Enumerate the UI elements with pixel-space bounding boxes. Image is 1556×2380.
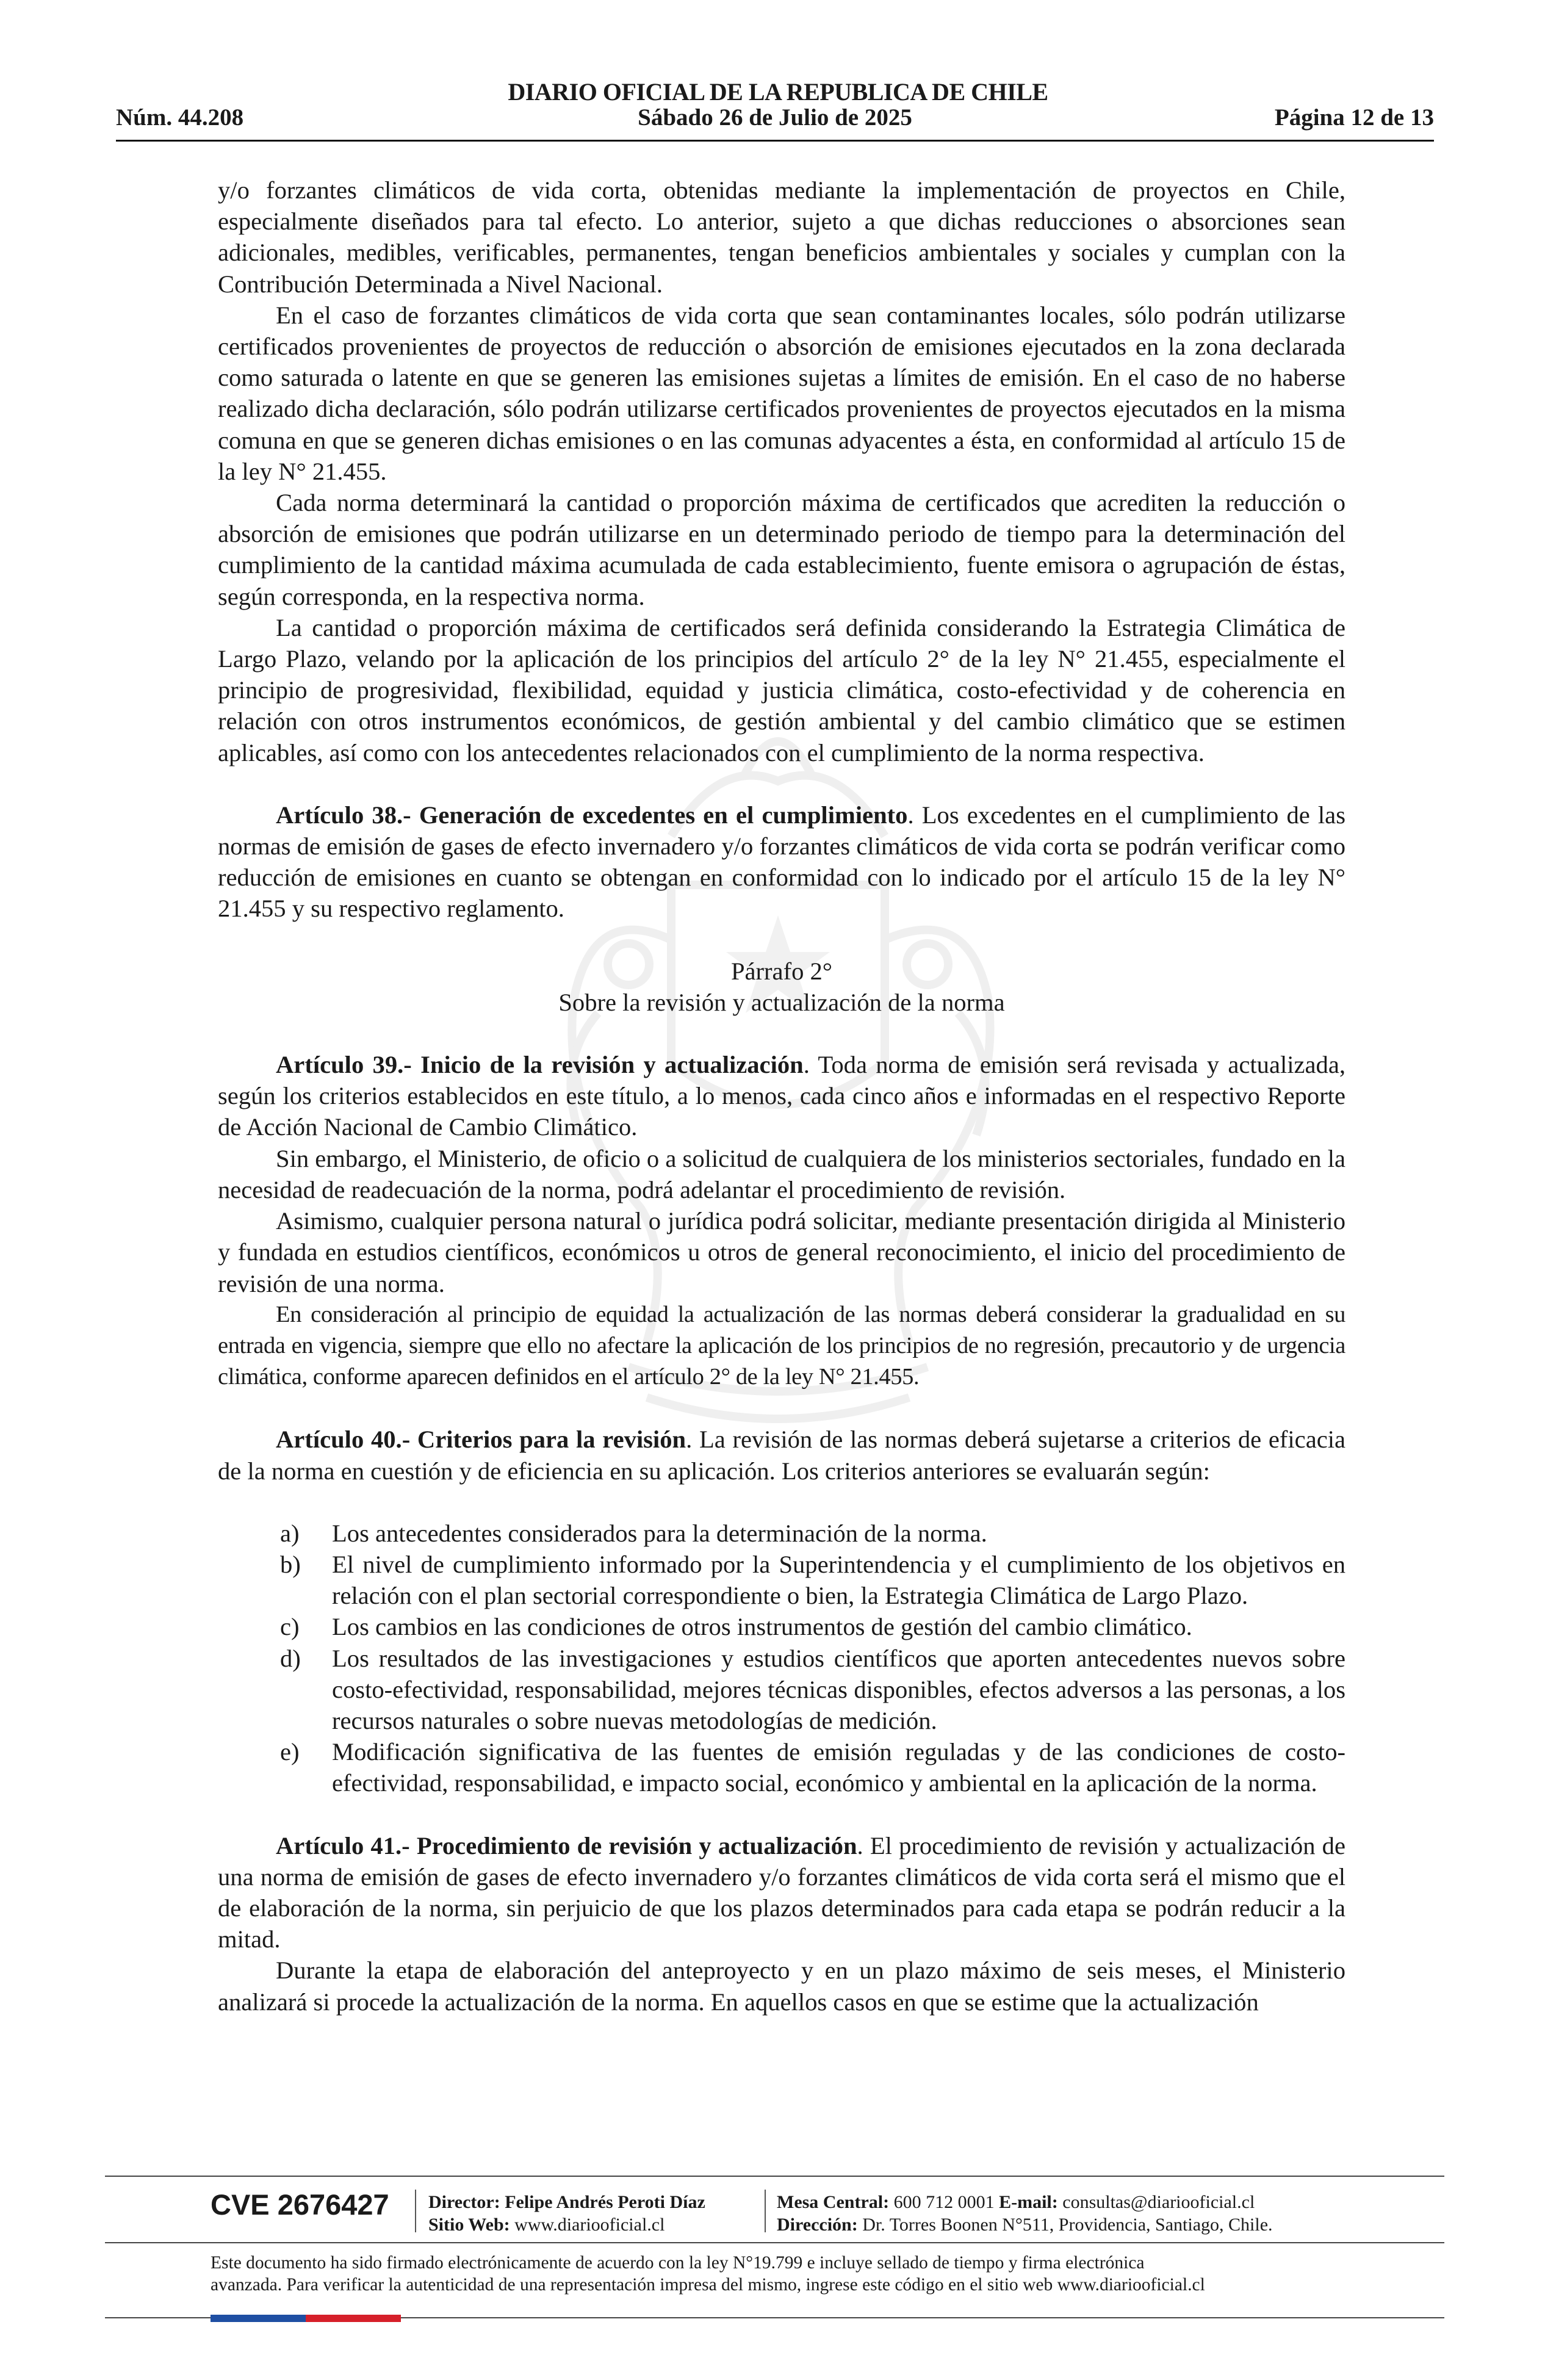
mesa-phone: 600 712 0001	[893, 2192, 995, 2212]
list-item-text: Los antecedentes considerados para la determinación de la norma.	[332, 1519, 987, 1547]
cve-code: CVE 2676427	[211, 2188, 389, 2221]
page-number: Página 12 de 13	[1274, 104, 1434, 131]
article-38	[218, 799, 1345, 925]
article-41-text: . El procedimiento de revisión y actualización de una norma de emisión de gases de efecto invernadero y/o forzantes climáticos de vida corta será el mismo que el de elaboración de la norma, sin perjuicio de que los plazos determinados para cada etapa se podrán reducir a la mitad.	[218, 1831, 1345, 1953]
article-38-text: . Los excedentes en el cumplimiento de las normas de emisión de gases de efecto invernadero y/o forzantes climáticos de vida corta se podrán verificar como reducción de emisiones en cuanto se obtengan en conformidad con lo indicado por el artículo 15 de la ley N° 21.455 y su respectivo reglamento.	[218, 801, 1345, 923]
article-41	[218, 1830, 1345, 1955]
header-divider	[116, 140, 1434, 142]
list-item-text: Modificación significativa de las fuentes de emisión reguladas y de las condiciones de costo-efectividad, responsabilidad, e impacto social, económico y ambiental en la aplicación de la norma.	[332, 1738, 1345, 1797]
paragraph: Asimismo, cualquier persona natural o jurídica podrá solicitar, mediante presentación dirigida al Ministerio y fundada en estudios científicos, económicos u otros de general reconocimiento, el inicio del procedimiento de revisión de una norma.	[218, 1207, 1345, 1297]
email-link[interactable]: consultas@diariooficial.cl	[1062, 2192, 1255, 2212]
issue-number: Núm. 44.208	[116, 104, 244, 131]
flag-bar-blue	[211, 2315, 306, 2322]
newspaper-title: DIARIO OFICIAL DE LA REPUBLICA DE CHILE	[508, 78, 1048, 106]
footer-divider	[105, 2176, 1444, 2177]
list-item-label: a)	[280, 1519, 300, 1547]
article-39-title: Artículo 39.- Inicio de la revisión y actualización	[276, 1051, 804, 1079]
flag-bar-red	[306, 2315, 401, 2322]
header-row	[116, 104, 1434, 134]
paragraph: En el caso de forzantes climáticos de vida corta que sean contaminantes locales, sólo podrán utilizarse certificados provenientes de proyectos de reducción o absorción de emisiones ejecutados en la zona declarada como saturada o latente en que se generen las emisiones sujetas a límites de emisión. En el caso de no haberse realizado dicha declaración, sólo podrán utilizarse certificados provenientes de proyectos ejecutados en la misma comuna en que se generen dichas emisiones o en las comunas adyacentes a ésta, en conformidad al artículo 15 de la ley N° 21.455.	[218, 301, 1345, 485]
article-38-title: Artículo 38.- Generación de excedentes en el cumplimiento	[276, 801, 908, 829]
director-label: Director:	[428, 2192, 500, 2212]
signature-notice	[211, 2252, 1358, 2296]
list-item	[218, 1736, 1345, 1798]
footer-director-block	[428, 2191, 705, 2236]
paragraph: y/o forzantes climáticos de vida corta, obtenidas mediante la implementación de proyectos en Chile, especialmente diseñados para tal efecto. Lo anterior, sujeto a que dichas reducciones o absorciones sean adicionales, medibles, verificables, permanentes, tengan beneficios ambientales y sociales y cumplan con la Contribución Determinada a Nivel Nacional.	[218, 176, 1345, 298]
list-item	[218, 1611, 1345, 1642]
paragraph: Cada norma determinará la cantidad o proporción máxima de certificados que acrediten la reducción o absorción de emisiones que podrán utilizarse en un determinado periodo de tiempo para la determinación del cumplimiento de la cantidad máxima acumulada de cada establecimiento, fuente emisora o agrupación de éstas, según corresponda, en la respectiva norma.	[218, 489, 1345, 610]
article-39-text: . Toda norma de emisión será revisada y actualizada, según los criterios establecidos en este título, a lo menos, cada cinco años e informadas en el respectivo Reporte de Acción Nacional de Cambio Climático.	[218, 1051, 1345, 1141]
article-39	[218, 1049, 1345, 1143]
list-item	[218, 1518, 1345, 1549]
issue-date: Sábado 26 de Julio de 2025	[638, 104, 912, 131]
list-item-label: b)	[280, 1550, 301, 1578]
email-label: E-mail:	[999, 2192, 1058, 2212]
list-item-label: d)	[280, 1644, 301, 1672]
web-label: Sitio Web:	[428, 2215, 510, 2235]
list-item-text: Los resultados de las investigaciones y estudios científicos que aporten antecedentes nuevos sobre costo-efectividad, responsabilidad, mejores técnicas disponibles, efectos adversos a las personas, a los recursos naturales o sobre nuevas metodologías de medición.	[332, 1644, 1345, 1734]
director-name: Felipe Andrés Peroti Díaz	[505, 2192, 705, 2212]
list-item-text: El nivel de cumplimiento informado por la Superintendencia y el cumplimiento de los objetivos en relación con el plan sectorial correspondiente o bien, la Estrategia Climática de Largo Plazo.	[332, 1550, 1345, 1610]
paragraph: En consideración al principio de equidad la actualización de las normas deberá considerar la gradualidad en su entrada en vigencia, siempre que ello no afectare la aplicación de los principios de no regresión, precautorio y de urgencia climática, conforme aparecen definidos en el artículo 2° de la ley N° 21.455.	[218, 1301, 1345, 1390]
section-title: Sobre la revisión y actualización de la norma	[558, 988, 1005, 1016]
list-item-label: c)	[280, 1613, 300, 1641]
criteria-list	[218, 1518, 1345, 1799]
paragraph: La cantidad o proporción máxima de certificados será definida considerando la Estrategia Climática de Largo Plazo, velando por la aplicación de los principios del artículo 2° de la ley N° 21.455, especialmente el principio de progresividad, flexibilidad, equidad y justicia climática, costo-efectividad y de coherencia en relación con otros instrumentos económicos, de gestión ambiental y del cambio climático que se estimen aplicables, así como con los antecedentes relacionados con el cumplimiento de la norma respectiva.	[218, 613, 1345, 766]
list-item	[218, 1643, 1345, 1737]
list-item	[218, 1549, 1345, 1611]
footer-contact-block	[777, 2191, 1273, 2236]
article-40-title: Artículo 40.- Criterios para la revisión	[276, 1426, 686, 1454]
footer-separator	[415, 2190, 416, 2232]
list-item-label: e)	[280, 1738, 300, 1766]
article-40-text: . La revisión de las normas deberá sujetarse a criterios de eficacia de la norma en cuestión y de eficiencia en su aplicación. Los criterios anteriores se evaluarán según:	[218, 1426, 1345, 1485]
signature-notice-line: avanzada. Para verificar la autenticidad de una representación impresa del mismo, ingrese este código en el sitio web www.diariooficial.cl	[211, 2275, 1205, 2295]
footer-divider	[105, 2242, 1444, 2243]
flag-color-bar	[211, 2315, 401, 2322]
web-link[interactable]: www.diariooficial.cl	[514, 2215, 665, 2235]
signature-notice-line: Este documento ha sido firmado electrónicamente de acuerdo con la ley N°19.799 e incluye sellado de tiempo y firma electrónica	[211, 2253, 1145, 2273]
section-label: Párrafo 2°	[730, 957, 833, 985]
article-41-title: Artículo 41.- Procedimiento de revisión y actualización	[276, 1831, 857, 1859]
address-label: Dirección:	[777, 2215, 858, 2235]
paragraph: Sin embargo, el Ministerio, de oficio o a solicitud de cualquiera de los ministerios sectoriales, fundado en la necesidad de readecuación de la norma, podrá adelantar el procedimiento de revisión.	[218, 1144, 1345, 1203]
address-text: Dr. Torres Boonen N°511, Providencia, Santiago, Chile.	[862, 2215, 1273, 2235]
mesa-label: Mesa Central:	[777, 2192, 890, 2212]
footer-separator	[765, 2190, 766, 2232]
list-item-text: Los cambios en las condiciones de otros instrumentos de gestión del cambio climático.	[332, 1613, 1192, 1641]
document-body	[218, 175, 1345, 2018]
article-40	[218, 1424, 1345, 1486]
paragraph: Durante la etapa de elaboración del anteproyecto y en un plazo máximo de seis meses, el Ministerio analizará si procede la actualización de la norma. En aquellos casos en que se estime que la actualización	[218, 1956, 1345, 2016]
